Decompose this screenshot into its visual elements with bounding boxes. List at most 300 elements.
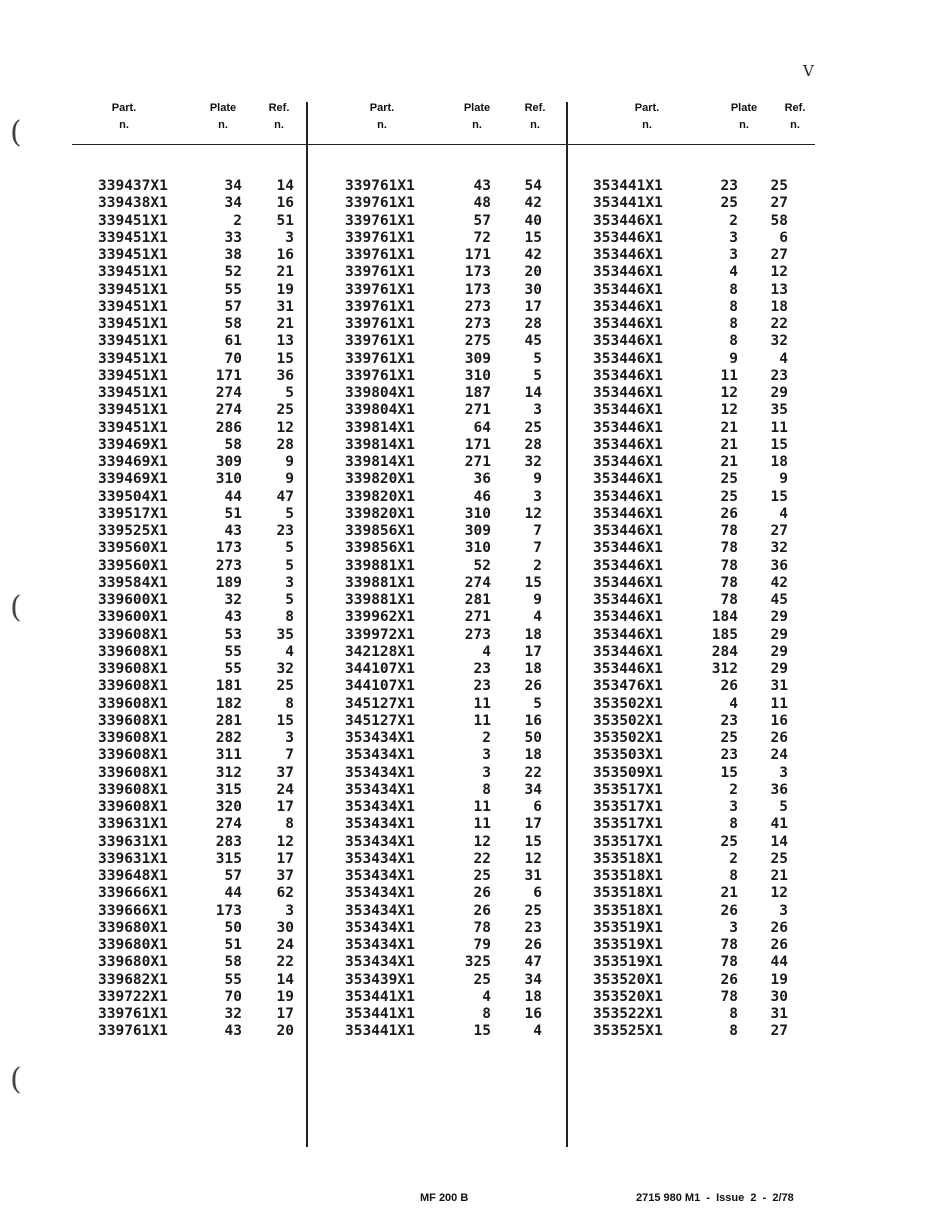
ref-number: 54 [524, 178, 542, 194]
ref-number: 21 [770, 868, 788, 884]
plate-number: 310 [215, 471, 242, 488]
plate-number: 8 [729, 298, 738, 315]
part-number: 339451X1 [98, 229, 168, 246]
part-number: 353502X1 [593, 730, 663, 746]
part-number: 339469X1 [98, 436, 168, 453]
plate-number: 44 [224, 885, 242, 902]
ref-number: 47 [524, 954, 542, 971]
part-number: 339666X1 [98, 885, 168, 902]
ref-number: 17 [524, 816, 542, 833]
part-number: 353519X1 [593, 919, 663, 936]
ref-number: 30 [770, 988, 788, 1005]
plate-number: 25 [473, 868, 491, 884]
plate-number: 78 [720, 523, 738, 539]
part-number: 353446X1 [593, 454, 663, 470]
ref-number: 15 [524, 574, 542, 591]
plate-number: 3 [729, 229, 738, 246]
ref-number: 29 [770, 661, 788, 677]
ref-number: 26 [524, 678, 542, 695]
plate-number: 26 [473, 902, 491, 919]
plate-number: 8 [729, 281, 738, 298]
binder-hole-top: ( [10, 115, 22, 150]
ref-number: 42 [524, 247, 542, 263]
ref-number: 21 [276, 264, 294, 281]
plate-number: 309 [464, 350, 491, 367]
ref-number: 32 [770, 540, 788, 557]
part-number: 353434X1 [345, 885, 415, 902]
part-number: 353446X1 [593, 661, 663, 677]
part-number: 339451X1 [98, 264, 168, 281]
ref-number: 11 [770, 419, 788, 436]
plate-number: 44 [224, 488, 242, 505]
plate-number: 185 [711, 626, 738, 643]
plate-number: 15 [720, 764, 738, 781]
ref-number: 12 [276, 833, 294, 850]
part-number: 353519X1 [593, 954, 663, 971]
part-number: 353509X1 [593, 764, 663, 781]
plate-number: 78 [473, 919, 491, 936]
ref-number: 26 [770, 730, 788, 746]
part-number: 353517X1 [593, 816, 663, 833]
plate-number: 25 [720, 471, 738, 488]
ref-number: 32 [276, 661, 294, 677]
part-number: 339608X1 [98, 695, 168, 712]
ref-number: 16 [770, 712, 788, 729]
plate-number: 2 [482, 730, 491, 746]
ref-number: 12 [770, 885, 788, 902]
part-number: 339761X1 [345, 178, 415, 194]
plate-number: 38 [224, 247, 242, 263]
part-number: 353434X1 [345, 781, 415, 798]
plate-number: 15 [473, 1023, 491, 1040]
ref-number: 36 [770, 557, 788, 574]
part-number: 353503X1 [593, 747, 663, 764]
ref-number: 27 [770, 247, 788, 263]
ref-number: 18 [524, 747, 542, 764]
plate-number: 312 [711, 661, 738, 677]
plate-number: 33 [224, 229, 242, 246]
ref-number: 44 [770, 954, 788, 971]
part-number: 353525X1 [593, 1023, 663, 1040]
plate-number: 315 [215, 850, 242, 867]
ref-number: 12 [524, 850, 542, 867]
ref-number: 37 [276, 764, 294, 781]
part-number: 339680X1 [98, 937, 168, 953]
part-number: 353441X1 [345, 1023, 415, 1040]
part-number: 339608X1 [98, 764, 168, 781]
plate-number: 57 [224, 868, 242, 884]
part-number: 339820X1 [345, 488, 415, 505]
ref-number: 5 [533, 367, 542, 384]
ref-number: 17 [276, 799, 294, 815]
plate-number: 11 [473, 712, 491, 729]
ref-number: 3 [285, 902, 294, 919]
ref-number: 14 [524, 385, 542, 401]
part-number: 339761X1 [345, 247, 415, 263]
part-number: 339451X1 [98, 212, 168, 229]
plate-number: 23 [473, 678, 491, 695]
part-number: 353446X1 [593, 609, 663, 626]
part-number: 353518X1 [593, 885, 663, 902]
plate-number: 189 [215, 574, 242, 591]
ref-number: 5 [285, 557, 294, 574]
part-number: 339881X1 [345, 557, 415, 574]
ref-number: 7 [533, 523, 542, 539]
part-number: 339469X1 [98, 454, 168, 470]
plate-number: 8 [729, 1006, 738, 1022]
plate-number: 26 [720, 971, 738, 988]
ref-number: 31 [276, 298, 294, 315]
ref-number: 29 [770, 609, 788, 626]
ref-number: 34 [524, 971, 542, 988]
plate-number: 3 [482, 764, 491, 781]
plate-number: 26 [720, 902, 738, 919]
part-number: 353446X1 [593, 592, 663, 608]
ref-number: 27 [770, 1023, 788, 1040]
part-number: 339881X1 [345, 592, 415, 608]
plate-number: 43 [473, 178, 491, 194]
part-number: 353446X1 [593, 626, 663, 643]
plate-number: 8 [729, 316, 738, 332]
part-number: 339451X1 [98, 298, 168, 315]
binder-hole-middle: ( [10, 590, 22, 625]
ref-number: 37 [276, 868, 294, 884]
part-number: 339666X1 [98, 902, 168, 919]
plate-number: 312 [215, 764, 242, 781]
part-number: 339451X1 [98, 333, 168, 350]
ref-number: 20 [524, 264, 542, 281]
plate-number: 4 [482, 643, 491, 660]
plate-number: 8 [482, 781, 491, 798]
plate-number: 282 [215, 730, 242, 746]
ref-number: 19 [276, 988, 294, 1005]
plate-number: 26 [720, 678, 738, 695]
plate-number: 58 [224, 316, 242, 332]
ref-number: 31 [770, 1006, 788, 1022]
part-number: 339608X1 [98, 799, 168, 815]
part-number: 353434X1 [345, 833, 415, 850]
footer-model: MF 200 B [420, 1192, 469, 1204]
part-number: 339761X1 [345, 316, 415, 332]
ref-number: 17 [276, 1006, 294, 1022]
ref-number: 29 [770, 643, 788, 660]
plate-number: 274 [215, 385, 242, 401]
plate-number: 3 [729, 247, 738, 263]
header-part: Part. n. [111, 102, 137, 131]
part-number: 345127X1 [345, 695, 415, 712]
part-number: 339761X1 [345, 229, 415, 246]
ref-number: 12 [276, 419, 294, 436]
plate-number: 2 [729, 850, 738, 867]
part-number: 339631X1 [98, 850, 168, 867]
plate-number: 2 [729, 212, 738, 229]
part-number: 339469X1 [98, 471, 168, 488]
part-number: 339608X1 [98, 712, 168, 729]
part-number: 339682X1 [98, 971, 168, 988]
part-number: 339972X1 [345, 626, 415, 643]
ref-number: 45 [770, 592, 788, 608]
part-number: 339438X1 [98, 195, 168, 212]
part-number: 353446X1 [593, 471, 663, 488]
plate-number: 21 [720, 885, 738, 902]
plate-number: 34 [224, 178, 242, 194]
plate-number: 11 [473, 816, 491, 833]
plate-number: 12 [473, 833, 491, 850]
ref-number: 17 [524, 298, 542, 315]
ref-number: 14 [276, 971, 294, 988]
part-number: 339761X1 [345, 264, 415, 281]
column-divider-2 [566, 102, 568, 1147]
plate-number: 284 [711, 643, 738, 660]
ref-number: 13 [276, 333, 294, 350]
ref-number: 15 [524, 833, 542, 850]
ref-number: 30 [524, 281, 542, 298]
part-number: 339584X1 [98, 574, 168, 591]
part-number: 353434X1 [345, 902, 415, 919]
ref-number: 28 [524, 436, 542, 453]
page-letter: V [803, 62, 814, 80]
part-number: 339856X1 [345, 540, 415, 557]
part-number: 339761X1 [345, 212, 415, 229]
plate-number: 3 [729, 919, 738, 936]
plate-number: 271 [464, 609, 491, 626]
plate-number: 52 [224, 264, 242, 281]
part-number: 339608X1 [98, 730, 168, 746]
part-number: 339761X1 [345, 298, 415, 315]
part-number: 339608X1 [98, 678, 168, 695]
plate-number: 9 [729, 350, 738, 367]
part-number: 339962X1 [345, 609, 415, 626]
part-number: 339820X1 [345, 471, 415, 488]
part-number: 339804X1 [345, 402, 415, 419]
ref-number: 25 [276, 678, 294, 695]
part-number: 339761X1 [345, 367, 415, 384]
plate-number: 43 [224, 1023, 242, 1040]
plate-number: 184 [711, 609, 738, 626]
part-number: 339608X1 [98, 643, 168, 660]
part-number: 353446X1 [593, 574, 663, 591]
part-number: 353441X1 [593, 178, 663, 194]
plate-number: 8 [729, 1023, 738, 1040]
part-number: 339881X1 [345, 574, 415, 591]
part-number: 353434X1 [345, 730, 415, 746]
ref-number: 5 [285, 505, 294, 522]
ref-number: 3 [285, 574, 294, 591]
plate-number: 78 [720, 592, 738, 608]
plate-number: 275 [464, 333, 491, 350]
ref-number: 3 [779, 764, 788, 781]
part-number: 353520X1 [593, 971, 663, 988]
part-number: 353434X1 [345, 919, 415, 936]
part-number: 353476X1 [593, 678, 663, 695]
part-number: 353434X1 [345, 850, 415, 867]
ref-number: 3 [285, 730, 294, 746]
part-number: 339820X1 [345, 505, 415, 522]
ref-number: 25 [524, 902, 542, 919]
plate-number: 281 [215, 712, 242, 729]
plate-number: 173 [215, 540, 242, 557]
plate-number: 23 [473, 661, 491, 677]
ref-number: 30 [276, 919, 294, 936]
ref-number: 23 [524, 919, 542, 936]
ref-number: 22 [276, 954, 294, 971]
part-number: 339451X1 [98, 367, 168, 384]
ref-number: 27 [770, 523, 788, 539]
plate-number: 51 [224, 937, 242, 953]
plate-number: 48 [473, 195, 491, 212]
plate-number: 70 [224, 350, 242, 367]
header-part: Part. n. [369, 102, 395, 131]
part-number: 339722X1 [98, 988, 168, 1005]
plate-number: 55 [224, 661, 242, 677]
plate-number: 311 [215, 747, 242, 764]
plate-number: 23 [720, 178, 738, 194]
ref-number: 15 [276, 712, 294, 729]
part-number: 353446X1 [593, 557, 663, 574]
ref-number: 11 [770, 695, 788, 712]
plate-number: 286 [215, 419, 242, 436]
part-number: 353446X1 [593, 488, 663, 505]
part-number: 339761X1 [345, 333, 415, 350]
ref-number: 12 [524, 505, 542, 522]
plate-number: 25 [720, 833, 738, 850]
part-number: 353446X1 [593, 281, 663, 298]
plate-number: 8 [729, 333, 738, 350]
ref-number: 24 [276, 781, 294, 798]
plate-number: 21 [720, 419, 738, 436]
plate-number: 34 [224, 195, 242, 212]
plate-number: 51 [224, 505, 242, 522]
ref-number: 19 [276, 281, 294, 298]
part-number: 353434X1 [345, 799, 415, 815]
ref-number: 3 [533, 488, 542, 505]
plate-number: 57 [473, 212, 491, 229]
plate-number: 25 [720, 195, 738, 212]
part-number: 339680X1 [98, 954, 168, 971]
ref-number: 17 [524, 643, 542, 660]
footer-doc-ref: 2715 980 M1 - Issue 2 - 2/78 [636, 1192, 794, 1204]
plate-number: 46 [473, 488, 491, 505]
ref-number: 25 [770, 178, 788, 194]
ref-number: 22 [770, 316, 788, 332]
part-number: 353446X1 [593, 333, 663, 350]
part-number: 344107X1 [345, 678, 415, 695]
plate-number: 11 [720, 367, 738, 384]
binder-hole-bottom: ( [10, 1062, 22, 1097]
plate-number: 11 [473, 695, 491, 712]
part-number: 339814X1 [345, 436, 415, 453]
ref-number: 14 [770, 833, 788, 850]
ref-number: 3 [779, 902, 788, 919]
ref-number: 8 [285, 609, 294, 626]
ref-number: 4 [533, 1023, 542, 1040]
header-plate: Plate n. [209, 102, 237, 131]
plate-number: 310 [464, 505, 491, 522]
ref-number: 15 [770, 488, 788, 505]
part-number: 353446X1 [593, 229, 663, 246]
ref-number: 35 [276, 626, 294, 643]
ref-number: 16 [524, 1006, 542, 1022]
part-number: 339761X1 [345, 350, 415, 367]
part-number: 339451X1 [98, 402, 168, 419]
ref-number: 45 [524, 333, 542, 350]
part-number: 353441X1 [345, 1006, 415, 1022]
part-number: 353446X1 [593, 264, 663, 281]
ref-number: 47 [276, 488, 294, 505]
part-number: 339608X1 [98, 626, 168, 643]
plate-number: 55 [224, 971, 242, 988]
ref-number: 5 [285, 385, 294, 401]
plate-number: 32 [224, 592, 242, 608]
plate-number: 8 [482, 1006, 491, 1022]
part-number: 353446X1 [593, 367, 663, 384]
part-number: 353434X1 [345, 937, 415, 953]
ref-number: 4 [779, 350, 788, 367]
part-number: 353446X1 [593, 247, 663, 263]
ref-number: 32 [524, 454, 542, 470]
plate-number: 78 [720, 557, 738, 574]
part-number: 339608X1 [98, 661, 168, 677]
part-number: 339680X1 [98, 919, 168, 936]
plate-number: 173 [464, 264, 491, 281]
part-number: 339804X1 [345, 385, 415, 401]
part-number: 353519X1 [593, 937, 663, 953]
part-number: 353517X1 [593, 799, 663, 815]
ref-number: 15 [770, 436, 788, 453]
ref-number: 15 [524, 229, 542, 246]
plate-number: 26 [720, 505, 738, 522]
part-number: 339856X1 [345, 523, 415, 539]
header-part: Part. n. [634, 102, 660, 131]
part-number: 342128X1 [345, 643, 415, 660]
plate-number: 273 [464, 298, 491, 315]
ref-number: 5 [533, 695, 542, 712]
plate-number: 78 [720, 937, 738, 953]
part-number: 353439X1 [345, 971, 415, 988]
column-divider-1 [306, 102, 308, 1147]
ref-number: 15 [276, 350, 294, 367]
plate-number: 4 [729, 695, 738, 712]
plate-number: 171 [464, 247, 491, 263]
header-ref: Ref. n. [524, 102, 546, 131]
part-number: 339814X1 [345, 419, 415, 436]
ref-number: 18 [524, 988, 542, 1005]
part-number: 353446X1 [593, 402, 663, 419]
plate-number: 50 [224, 919, 242, 936]
part-number: 353518X1 [593, 850, 663, 867]
ref-number: 40 [524, 212, 542, 229]
ref-number: 3 [533, 402, 542, 419]
ref-number: 25 [276, 402, 294, 419]
plate-number: 320 [215, 799, 242, 815]
part-number: 339560X1 [98, 540, 168, 557]
ref-number: 25 [524, 419, 542, 436]
header-ref: Ref. n. [268, 102, 290, 131]
plate-number: 57 [224, 298, 242, 315]
plate-number: 4 [482, 988, 491, 1005]
plate-number: 8 [729, 816, 738, 833]
ref-number: 26 [524, 937, 542, 953]
ref-number: 17 [276, 850, 294, 867]
plate-number: 55 [224, 281, 242, 298]
part-number: 339451X1 [98, 247, 168, 263]
part-number: 353518X1 [593, 868, 663, 884]
part-number: 353434X1 [345, 747, 415, 764]
plate-number: 21 [720, 436, 738, 453]
plate-number: 78 [720, 988, 738, 1005]
part-number: 339608X1 [98, 781, 168, 798]
plate-number: 274 [215, 816, 242, 833]
